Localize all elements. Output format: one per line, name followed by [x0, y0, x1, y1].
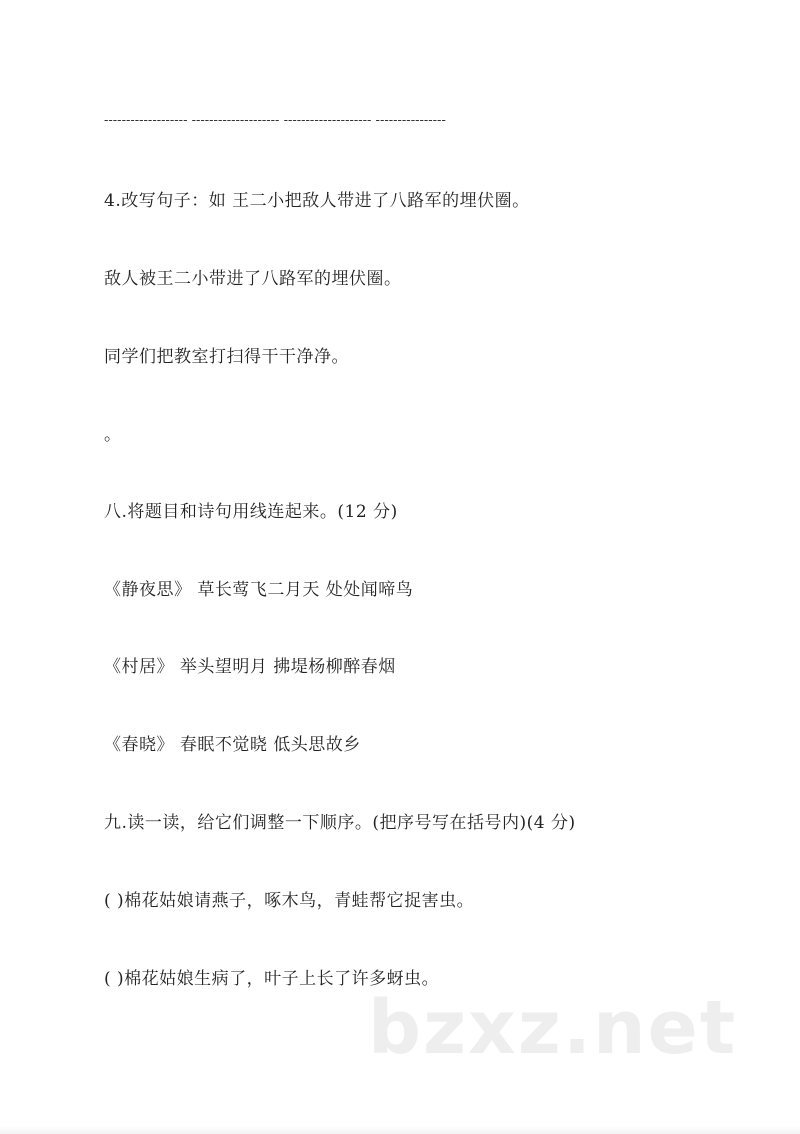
poem-match-row-1: 《静夜思》 草长莺飞二月天 处处闻啼鸟: [104, 580, 414, 600]
poem-match-row-3: 《春晓》 春眠不觉晓 低头思故乡: [104, 735, 361, 755]
order-item-2: ( )棉花姑娘生病了，叶子上长了许多蚜虫。: [104, 969, 440, 989]
question-4-rewrite-instruction: 4.改写句子：如 王二小把敌人带进了八路军的埋伏圈。: [104, 191, 530, 211]
section-9-heading: 九.读一读，给它们调整一下顺序。(把序号写在括号内)(4 分): [104, 813, 576, 833]
section-8-heading: 八.将题目和诗句用线连起来。(12 分): [104, 502, 398, 522]
poem-match-row-2: 《村居》 举头望明月 拂堤杨柳醉春烟: [104, 657, 396, 677]
site-watermark: bzxz.net: [368, 985, 738, 1071]
page-bottom-edge: [0, 1126, 800, 1134]
dashed-divider: ------------------- -------------------- -------------------- ----------------: [104, 113, 446, 128]
order-item-1: ( )棉花姑娘请燕子，啄木鸟，青蛙帮它捉害虫。: [104, 891, 475, 911]
answer-blank-line: 。: [104, 425, 122, 445]
example-answer-line: 敌人被王二小带进了八路军的埋伏圈。: [104, 269, 402, 289]
rewrite-sentence-line: 同学们把教室打扫得干干净净。: [104, 347, 349, 367]
